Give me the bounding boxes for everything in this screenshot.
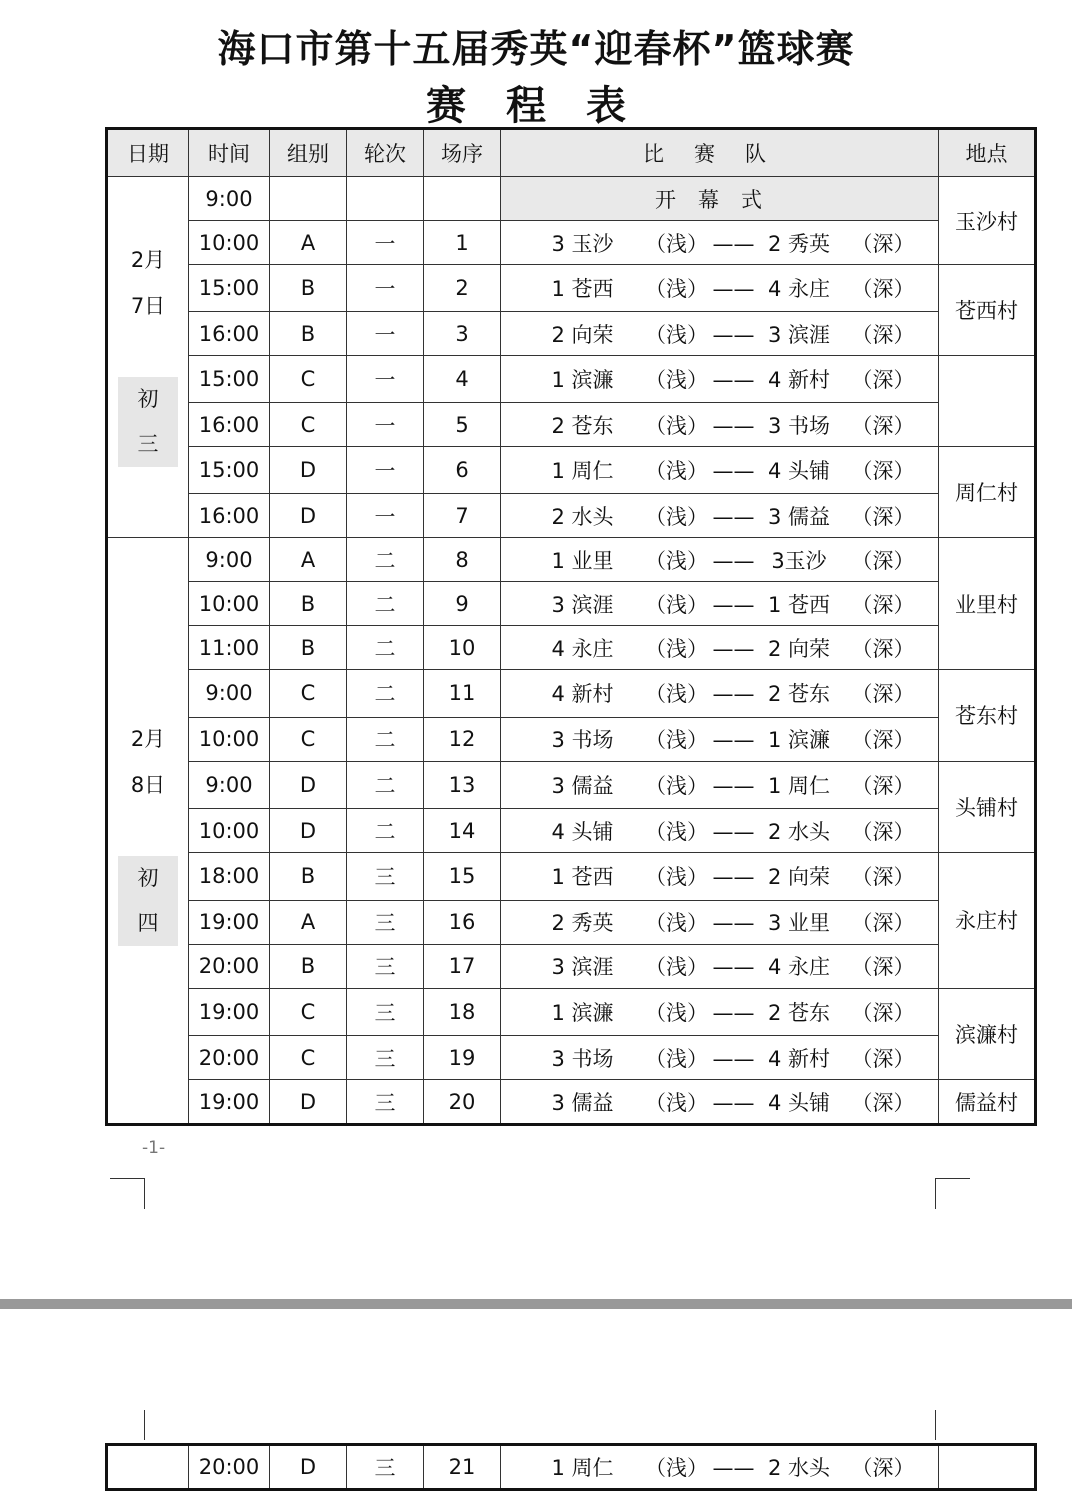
match-time: 19:00 (189, 1080, 270, 1125)
home-team: 1 苍西 (551, 865, 614, 890)
match-time: 15:00 (189, 265, 270, 312)
match-time: 9:00 (189, 538, 270, 582)
match-teams (501, 988, 939, 1036)
home-color: （浅） (645, 231, 708, 256)
match-round: 一 (347, 494, 424, 538)
vs-separator: —— (712, 413, 755, 438)
away-color: （深） (851, 728, 915, 752)
match-number: 15 (424, 853, 501, 901)
home-color: （浅） (645, 368, 708, 392)
home-color: （浅） (645, 1000, 708, 1025)
table-row (107, 900, 1036, 944)
lunar-line2: 三 (137, 432, 159, 456)
date-month: 2月 (130, 727, 166, 751)
match-teams (501, 403, 939, 447)
home-team: 2 苍东 (551, 413, 614, 438)
away-team: 4 头铺 (767, 1090, 831, 1115)
table-row (107, 403, 1036, 447)
away-color: （深） (851, 955, 915, 979)
away-color: （深） (851, 548, 915, 573)
match-round: 三 (347, 853, 424, 901)
away-team: 3 滨涯 (767, 322, 831, 347)
vs-separator: —— (712, 548, 755, 573)
match-time: 18:00 (189, 853, 270, 901)
match-round: 二 (347, 809, 424, 853)
table-row (107, 265, 1036, 312)
table-row (107, 356, 1036, 403)
home-team: 3 滨涯 (551, 592, 614, 617)
home-color: （浅） (645, 322, 708, 347)
match-group: C (270, 1036, 347, 1080)
match-time: 16:00 (189, 312, 270, 356)
home-color: （浅） (645, 865, 708, 890)
crop-mark-bottom-left (144, 1410, 145, 1440)
table-row (107, 312, 1036, 356)
venue-cell: 永庄村 (939, 853, 1036, 989)
opening-time: 9:00 (189, 177, 270, 221)
venue-cell: 苍西村 (939, 265, 1036, 356)
vs-separator: —— (712, 1046, 755, 1071)
match-round: 二 (347, 717, 424, 761)
home-color: （浅） (645, 773, 708, 798)
opening-row (107, 177, 1036, 221)
match-time: 20:00 (189, 1036, 270, 1080)
match-teams (501, 944, 939, 988)
match-time: 10:00 (189, 582, 270, 626)
match-teams (501, 626, 939, 670)
date-cell (107, 177, 189, 538)
home-team: 1 周仁 (551, 459, 614, 483)
away-color: （深） (851, 459, 915, 483)
date-cell (107, 1445, 189, 1490)
vs-separator: —— (712, 636, 755, 661)
match-round: 一 (347, 221, 424, 265)
match-number: 19 (424, 1036, 501, 1080)
away-color: （深） (851, 1456, 915, 1480)
home-color: （浅） (645, 459, 708, 483)
away-color: （深） (851, 322, 915, 347)
header-group: 组别 (270, 129, 347, 177)
away-team: 1 滨濂 (767, 728, 831, 752)
match-group: D (270, 1080, 347, 1125)
match-group: C (270, 988, 347, 1036)
away-color: （深） (851, 1090, 915, 1115)
away-team: 1 苍西 (767, 592, 831, 617)
match-group: B (270, 944, 347, 988)
venue-cell: 业里村 (939, 538, 1036, 670)
match-time: 19:00 (189, 988, 270, 1036)
home-color: （浅） (645, 504, 708, 529)
vs-separator: —— (712, 728, 755, 752)
home-team: 4 永庄 (551, 636, 614, 661)
table-row (107, 494, 1036, 538)
away-team: 4 永庄 (767, 277, 831, 301)
vs-separator: —— (712, 1090, 755, 1115)
away-color: （深） (851, 682, 915, 707)
lunar-date (118, 377, 178, 467)
vs-separator: —— (712, 1456, 755, 1480)
away-team: 3 业里 (767, 911, 831, 935)
match-teams (501, 447, 939, 494)
match-round: 三 (347, 900, 424, 944)
home-color: （浅） (645, 277, 708, 301)
match-group: D (270, 809, 347, 853)
document-subtitle: 赛程表 (426, 83, 666, 129)
away-team: 4 新村 (767, 1046, 831, 1071)
away-color: （深） (851, 413, 915, 438)
away-color: （深） (851, 231, 915, 256)
match-group: B (270, 265, 347, 312)
match-round: 三 (347, 1080, 424, 1125)
match-group: B (270, 582, 347, 626)
match-time: 20:00 (189, 944, 270, 988)
match-group: A (270, 221, 347, 265)
venue-cell (939, 356, 1036, 447)
match-teams (501, 538, 939, 582)
header-teams: 比赛队 (501, 129, 939, 177)
home-team: 3 儒益 (551, 1090, 614, 1115)
away-team: 4 新村 (767, 368, 831, 392)
match-time: 15:00 (189, 447, 270, 494)
match-teams (501, 761, 939, 809)
date-day: 7日 (130, 294, 166, 318)
match-group: A (270, 900, 347, 944)
match-round: 二 (347, 538, 424, 582)
vs-separator: —— (712, 865, 755, 890)
home-color: （浅） (645, 636, 708, 661)
lunar-line1: 初 (137, 387, 159, 411)
crop-mark-left (110, 1178, 145, 1209)
table-row (107, 1036, 1036, 1080)
home-team: 3 书场 (551, 728, 614, 752)
home-color: （浅） (645, 1456, 708, 1480)
home-team: 4 头铺 (551, 819, 614, 844)
match-group: B (270, 626, 347, 670)
table-row (107, 717, 1036, 761)
home-team: 3 玉沙 (551, 231, 614, 256)
vs-separator: —— (712, 277, 755, 301)
home-color: （浅） (645, 592, 708, 617)
away-color: （深） (851, 592, 915, 617)
match-teams (501, 312, 939, 356)
match-round: 二 (347, 670, 424, 718)
match-number: 8 (424, 538, 501, 582)
match-group: D (270, 447, 347, 494)
table-row (107, 761, 1036, 809)
match-teams (501, 853, 939, 901)
away-team: 2 苍东 (767, 682, 831, 707)
match-number: 9 (424, 582, 501, 626)
home-team: 3 书场 (551, 1046, 614, 1071)
vs-separator: —— (712, 322, 755, 347)
match-teams (501, 265, 939, 312)
schedule-table (105, 127, 1037, 1126)
match-group: C (270, 403, 347, 447)
vs-separator: —— (712, 592, 755, 617)
away-team: 2 向荣 (767, 636, 831, 661)
vs-separator: —— (712, 773, 755, 798)
match-number: 11 (424, 670, 501, 718)
home-color: （浅） (645, 413, 708, 438)
empty-cell (424, 177, 501, 221)
match-time: 9:00 (189, 670, 270, 718)
match-number: 21 (424, 1445, 501, 1490)
match-number: 5 (424, 403, 501, 447)
match-number: 14 (424, 809, 501, 853)
vs-separator: —— (712, 682, 755, 707)
match-time: 10:00 (189, 717, 270, 761)
match-number: 17 (424, 944, 501, 988)
table-row (107, 988, 1036, 1036)
away-color: （深） (851, 368, 915, 392)
home-team: 1 周仁 (551, 1456, 614, 1480)
venue-cell: 头铺村 (939, 761, 1036, 853)
venue-cell: 玉沙村 (939, 177, 1036, 265)
date-cell (107, 538, 189, 1125)
match-group: C (270, 670, 347, 718)
match-round: 二 (347, 626, 424, 670)
header-match-no: 场序 (424, 129, 501, 177)
home-team: 3 滨涯 (551, 955, 614, 979)
match-time: 10:00 (189, 809, 270, 853)
away-team: 2 苍东 (767, 1000, 831, 1025)
lunar-line2: 四 (137, 911, 159, 935)
match-round: 一 (347, 265, 424, 312)
table-row (107, 809, 1036, 853)
home-color: （浅） (645, 819, 708, 844)
away-color: （深） (851, 277, 915, 301)
match-number: 3 (424, 312, 501, 356)
header-time: 时间 (189, 129, 270, 177)
away-team: 2 水头 (767, 819, 831, 844)
home-team: 1 苍西 (551, 277, 614, 301)
home-color: （浅） (645, 728, 708, 752)
match-round: 二 (347, 761, 424, 809)
match-teams (501, 717, 939, 761)
match-group: B (270, 312, 347, 356)
away-color: （深） (851, 1046, 915, 1071)
away-team: 3 儒益 (767, 504, 831, 529)
table-row (107, 538, 1036, 582)
header-round: 轮次 (347, 129, 424, 177)
home-color: （浅） (645, 682, 708, 707)
crop-mark-bottom-right (935, 1410, 936, 1440)
table-row (107, 582, 1036, 626)
away-team: 3玉沙 (771, 548, 827, 573)
match-number: 1 (424, 221, 501, 265)
vs-separator: —— (712, 368, 755, 392)
page-number: -1- (142, 1138, 166, 1158)
match-group: D (270, 761, 347, 809)
match-group: B (270, 853, 347, 901)
vs-separator: —— (712, 955, 755, 979)
match-time: 9:00 (189, 761, 270, 809)
home-color: （浅） (645, 548, 708, 573)
match-time: 10:00 (189, 221, 270, 265)
vs-separator: —— (712, 911, 755, 935)
match-time: 15:00 (189, 356, 270, 403)
table-row (107, 626, 1036, 670)
home-team: 2 秀英 (551, 911, 614, 935)
match-teams (501, 900, 939, 944)
away-team: 2 水头 (767, 1456, 831, 1480)
header-date: 日期 (107, 129, 189, 177)
lunar-line1: 初 (137, 866, 159, 890)
away-team: 1 周仁 (767, 773, 831, 798)
match-time: 20:00 (189, 1445, 270, 1490)
match-time: 11:00 (189, 626, 270, 670)
home-color: （浅） (645, 955, 708, 979)
match-time: 16:00 (189, 494, 270, 538)
home-team: 2 向荣 (551, 322, 614, 347)
away-color: （深） (851, 773, 915, 798)
match-group: C (270, 356, 347, 403)
home-team: 1 业里 (551, 548, 614, 573)
match-round: 一 (347, 403, 424, 447)
venue-cell: 苍东村 (939, 670, 1036, 762)
match-number: 12 (424, 717, 501, 761)
empty-cell (347, 177, 424, 221)
table-row (107, 221, 1036, 265)
venue-cell: 滨濂村 (939, 988, 1036, 1080)
match-round: 一 (347, 447, 424, 494)
match-number: 13 (424, 761, 501, 809)
away-color: （深） (851, 819, 915, 844)
match-number: 20 (424, 1080, 501, 1125)
match-number: 2 (424, 265, 501, 312)
date-month: 2月 (130, 248, 166, 272)
match-teams (501, 582, 939, 626)
home-team: 2 水头 (551, 504, 614, 529)
match-round: 三 (347, 1036, 424, 1080)
header-row (107, 129, 1036, 177)
home-team: 1 滨濂 (551, 368, 614, 392)
vs-separator: —— (712, 819, 755, 844)
match-round: 一 (347, 312, 424, 356)
table-row (107, 670, 1036, 718)
away-color: （深） (851, 865, 915, 890)
match-number: 4 (424, 356, 501, 403)
away-team: 2 向荣 (767, 865, 831, 890)
empty-cell (270, 177, 347, 221)
match-teams (501, 494, 939, 538)
match-round: 三 (347, 988, 424, 1036)
vs-separator: —— (712, 1000, 755, 1025)
match-teams (501, 1080, 939, 1125)
match-group: D (270, 1445, 347, 1490)
home-team: 1 滨濂 (551, 1000, 614, 1025)
home-color: （浅） (645, 911, 708, 935)
match-round: 三 (347, 944, 424, 988)
match-group: D (270, 494, 347, 538)
header-venue: 地点 (939, 129, 1036, 177)
table-row (107, 1445, 1036, 1490)
away-team: 3 书场 (767, 413, 831, 438)
home-color: （浅） (645, 1046, 708, 1071)
vs-separator: —— (712, 459, 755, 483)
match-group: C (270, 717, 347, 761)
match-round: 三 (347, 1445, 424, 1490)
crop-mark-right (935, 1178, 970, 1209)
schedule-table-continued (105, 1443, 1037, 1491)
venue-cell: 周仁村 (939, 447, 1036, 538)
date-day: 8日 (130, 773, 166, 797)
match-number: 18 (424, 988, 501, 1036)
away-team: 4 永庄 (767, 955, 831, 979)
match-time: 16:00 (189, 403, 270, 447)
match-teams (501, 221, 939, 265)
venue-cell: 儒益村 (939, 1080, 1036, 1125)
match-group: A (270, 538, 347, 582)
opening-ceremony: 开幕式 (501, 177, 939, 221)
match-teams (501, 1445, 939, 1490)
match-number: 10 (424, 626, 501, 670)
table-row (107, 447, 1036, 494)
match-round: 二 (347, 582, 424, 626)
table-row (107, 1080, 1036, 1125)
away-color: （深） (851, 504, 915, 529)
match-teams (501, 809, 939, 853)
home-team: 4 新村 (551, 682, 614, 707)
vs-separator: —— (712, 231, 755, 256)
away-color: （深） (851, 636, 915, 661)
table-row (107, 944, 1036, 988)
match-teams (501, 356, 939, 403)
match-teams (501, 670, 939, 718)
table-row (107, 853, 1036, 901)
venue-cell (939, 1445, 1036, 1490)
vs-separator: —— (712, 504, 755, 529)
away-team: 4 头铺 (767, 459, 831, 483)
away-color: （深） (851, 1000, 915, 1025)
lunar-date (118, 856, 178, 946)
match-number: 6 (424, 447, 501, 494)
match-number: 7 (424, 494, 501, 538)
home-team: 3 儒益 (551, 773, 614, 798)
document-title: 海口市第十五届秀英“迎春杯”篮球赛 (217, 27, 855, 71)
match-teams (501, 1036, 939, 1080)
match-time: 19:00 (189, 900, 270, 944)
away-team: 2 秀英 (767, 231, 831, 256)
match-round: 一 (347, 356, 424, 403)
away-color: （深） (851, 911, 915, 935)
page-divider (0, 1299, 1072, 1309)
home-color: （浅） (645, 1090, 708, 1115)
match-number: 16 (424, 900, 501, 944)
